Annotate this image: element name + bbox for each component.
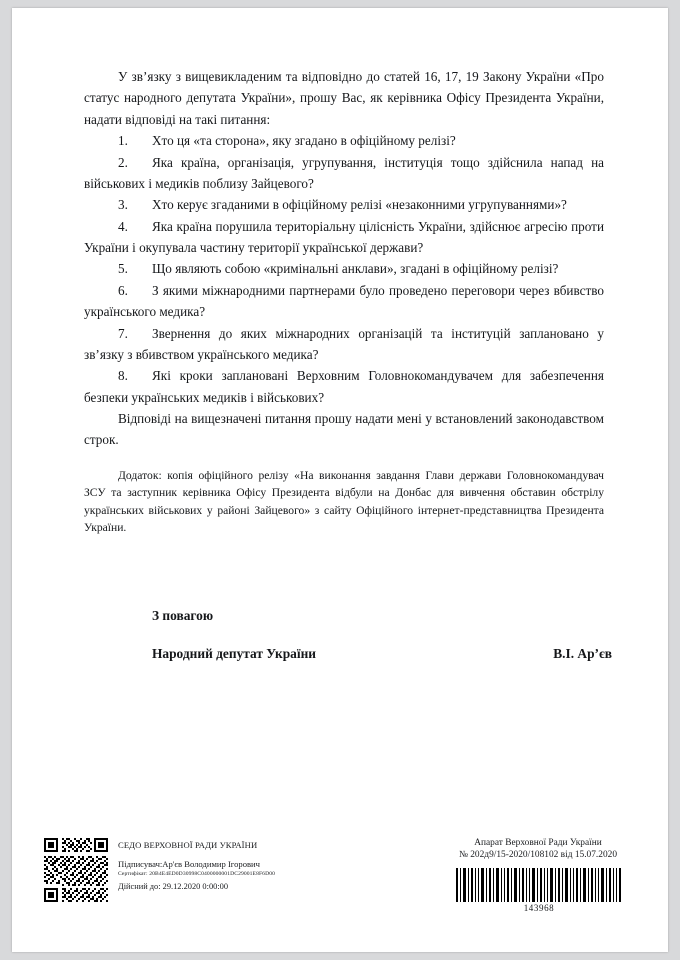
question-text: Хто ця «та сторона», яку згадано в офіційному релізі? bbox=[152, 133, 456, 149]
apparat-title: Апарат Верховної Ради України bbox=[474, 838, 602, 848]
question-item bbox=[84, 280, 604, 323]
question-text: Що являють собою «кримінальні анклави», згадані в офіційному релізі? bbox=[152, 261, 559, 277]
signature-title: Народний депутат України bbox=[152, 646, 317, 661]
apparat-reg-number: № 202д9/15-2020/108102 від 15.07.2020 bbox=[458, 850, 618, 860]
question-number: 1. bbox=[118, 133, 128, 149]
document-page bbox=[12, 8, 668, 952]
sedo-signer: Підписувач:Ар'єв Володимир Ігорович bbox=[118, 859, 260, 869]
barcode-icon bbox=[454, 868, 624, 902]
question-item bbox=[84, 152, 604, 195]
signature-block bbox=[152, 608, 612, 662]
intro-paragraph: У зв’язку з вищевикладеним та відповідно до статей 16, 17, 19 Закону України «Про статус народного депутата України», прошу Вас, як керівника Офісу Президента України, надати відповіді на такі питання: bbox=[84, 69, 604, 127]
question-item bbox=[84, 130, 604, 151]
question-number: 7. bbox=[118, 325, 128, 341]
question-item bbox=[84, 258, 604, 279]
question-number: 8. bbox=[118, 368, 128, 384]
question-text: Звернення до яких міжнародних організацій та інституцій заплановано у зв’язку з вбивством українського медика? bbox=[84, 325, 604, 362]
apparat-registration-info bbox=[432, 838, 644, 860]
question-item bbox=[84, 365, 604, 408]
signature-regards: З повагою bbox=[152, 608, 214, 623]
question-text: Хто керує згаданими в офіційному релізі «незаконними угрупуваннями»? bbox=[152, 197, 567, 213]
document-body bbox=[84, 66, 604, 536]
question-number: 2. bbox=[118, 154, 128, 170]
question-number: 5. bbox=[118, 261, 128, 277]
question-item bbox=[84, 323, 604, 366]
question-item bbox=[84, 216, 604, 259]
question-text: Яка країна порушила територіальну цілісність України, здійснює агресію проти України і окупувала частину території української держави? bbox=[84, 218, 604, 255]
qr-code-icon bbox=[42, 836, 110, 904]
sedo-signature-info bbox=[118, 840, 378, 891]
attachment-paragraph: Додаток: копія офіційного релізу «На виконання завдання Глави держави Головнокомандувач ЗСУ та заступник керівника Офісу Президента відбули на Донбас для вивчення обставин обстрілу українських військових у районі Зайцевого» з сайту Офіційного інтернет-представництва Президента України. bbox=[84, 468, 604, 534]
sedo-title: СЕДО ВЕРХОВНОЇ РАДИ УКРАЇНИ bbox=[118, 840, 258, 850]
signature-name: В.І. Ар’єв bbox=[553, 646, 612, 661]
closing-paragraph: Відповіді на вищезначені питання прошу надати мені у встановлений законодавством строк. bbox=[84, 411, 604, 448]
sedo-valid-until: Дійсний до: 29.12.2020 0:00:00 bbox=[118, 882, 229, 891]
question-text: З якими міжнародними партнерами було проведено переговори через вбивство українського медика? bbox=[84, 282, 604, 320]
question-text: Які кроки заплановані Верховним Головнокомандувачем для забезпечення безпеки українських медиків і військових? bbox=[84, 368, 604, 405]
sedo-certificate: Сертифікат: 20B4E4ED0D30998C0400000001DC29001E8F6D00 bbox=[118, 871, 276, 877]
question-number: 6. bbox=[118, 282, 128, 298]
barcode-number: 143968 bbox=[523, 903, 555, 913]
question-number: 4. bbox=[118, 218, 128, 234]
question-number: 3. bbox=[118, 197, 128, 213]
document-footer bbox=[12, 826, 668, 946]
question-text: Яка країна, організація, угрупування, інституція тощо здійснила напад на військових і медиків поблизу Зайцевого? bbox=[84, 154, 604, 191]
question-item bbox=[84, 194, 604, 215]
